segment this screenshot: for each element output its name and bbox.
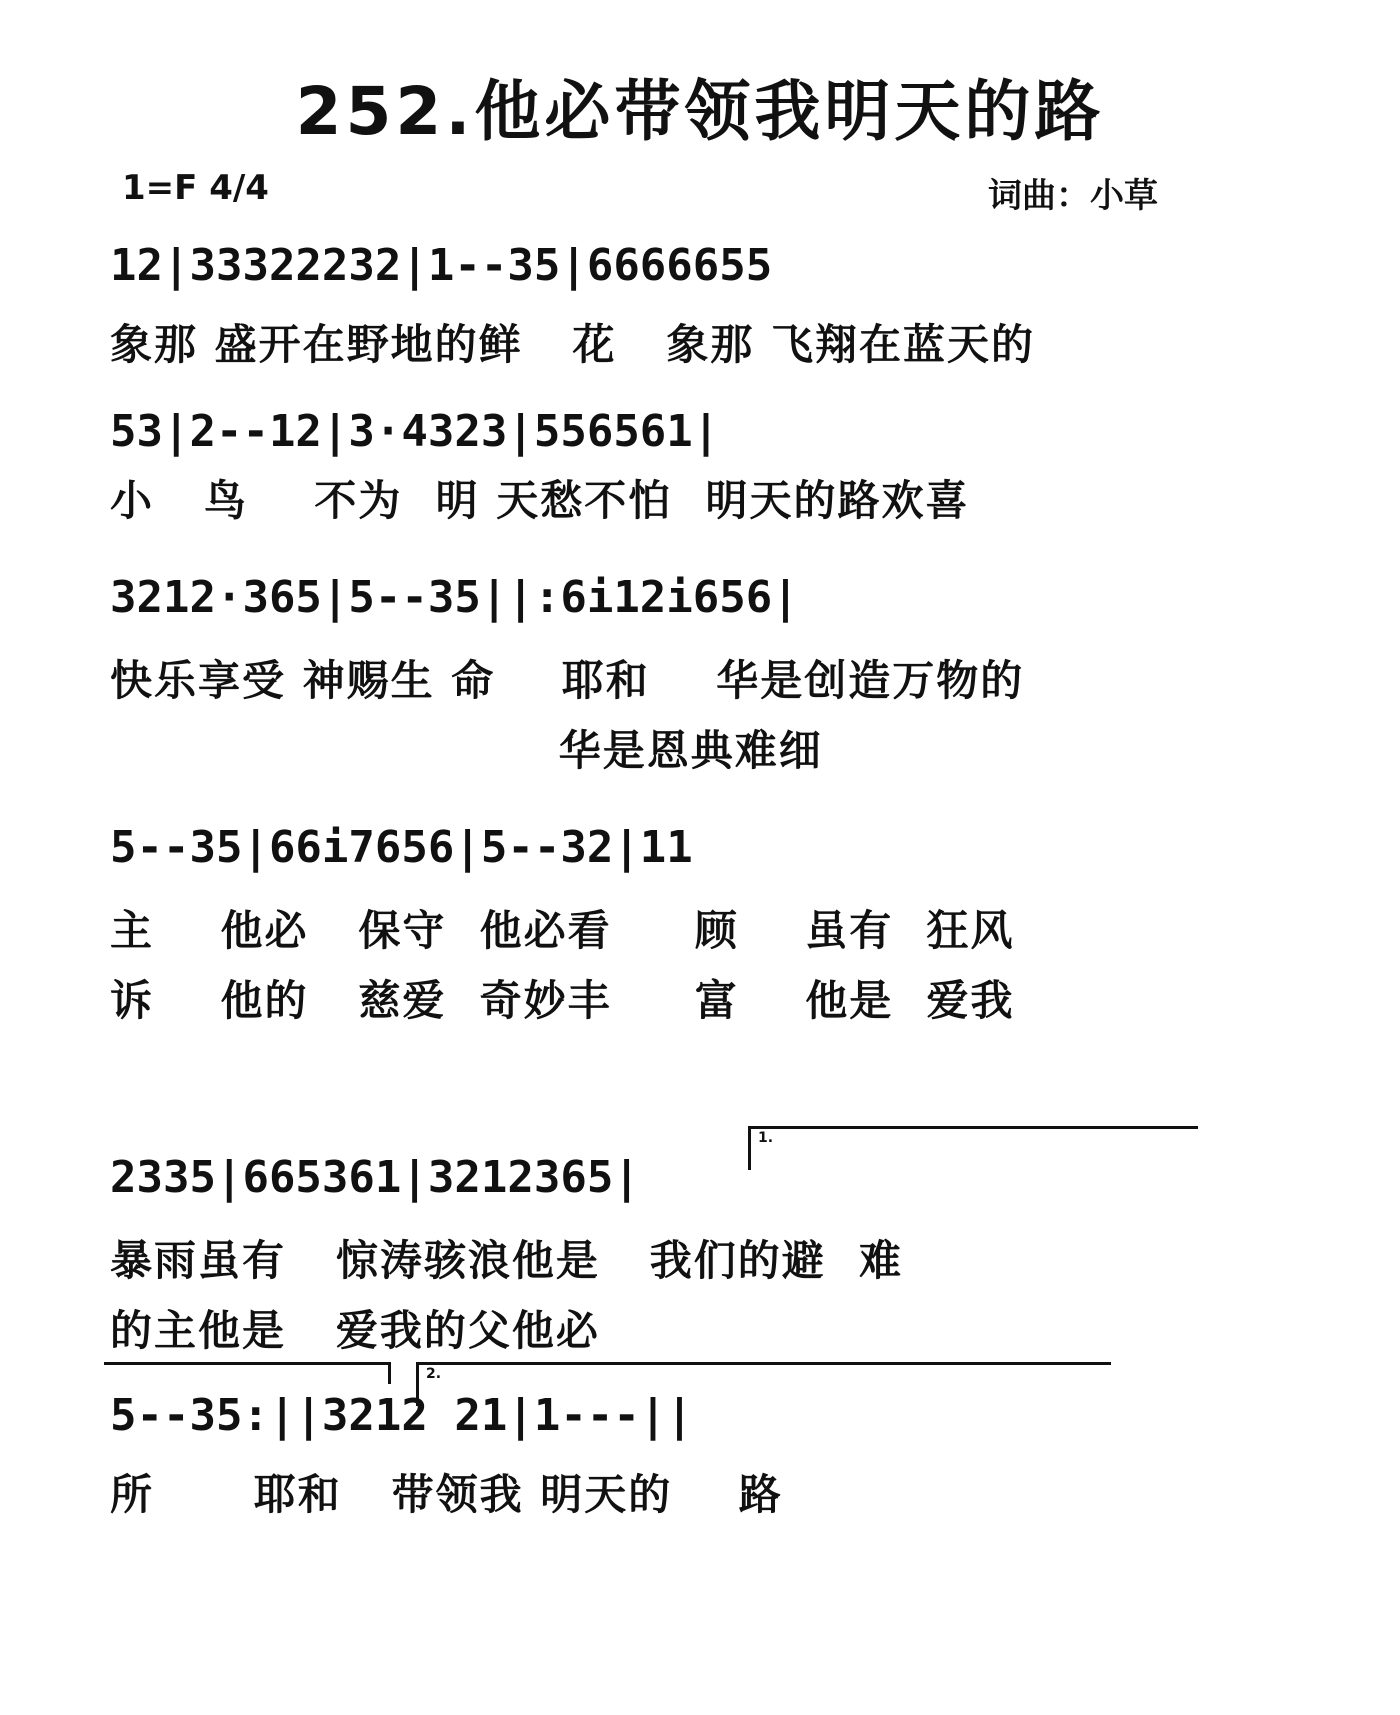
lyrics-row-2: 小 鸟 不为 明 天愁不怕 明天的路欢喜 — [110, 476, 970, 525]
first-ending-bracket-continued — [104, 1362, 390, 1365]
credits: 词曲：小草 — [988, 176, 1158, 216]
notation-row-5: 2335|665361|3212365| — [110, 1152, 640, 1203]
lyrics-row-1: 象那 盛开在野地的鲜 花 象那 飞翔在蓝天的 — [110, 320, 1035, 369]
notation-row-3: 3212·365|5--35||:6i12i656| — [110, 572, 799, 623]
lyrics-row-5-verse-1: 暴雨虽有 惊涛骇浪他是 我们的避 难 — [110, 1236, 903, 1285]
lyrics-row-6: 所 耶和 带领我 明天的 路 — [110, 1470, 783, 1519]
first-ending-end-tick — [388, 1362, 391, 1384]
lyrics-row-5-verse-2: 的主他是 爱我的父他必 — [110, 1306, 600, 1355]
notation-row-6: 5--35:||3212 21|1---|| — [110, 1390, 693, 1441]
second-ending-label: 2. — [426, 1366, 442, 1382]
notation-row-4: 5--35|66i7656|5--32|11 — [110, 822, 693, 873]
first-ending-tick — [748, 1126, 751, 1170]
lyrics-row-4-verse-1: 主 他必 保守 他必看 顾 虽有 狂风 — [110, 906, 1015, 955]
key-signature: 1=F 4/4 — [122, 168, 269, 208]
first-ending-bracket — [748, 1126, 1198, 1129]
song-title: 252.他必带领我明天的路 — [295, 73, 1105, 150]
lyrics-row-3-verse-2: 华是恩典难细 — [110, 726, 823, 775]
notation-row-1: 12|33322232|1--35|6666655 — [110, 240, 773, 291]
lyrics-row-4-verse-2: 诉 他的 慈爱 奇妙丰 富 他是 爱我 — [110, 976, 1015, 1025]
lyrics-row-3-verse-1: 快乐享受 神赐生 命 耶和 华是创造万物的 — [110, 656, 1025, 705]
notation-row-2: 53|2--12|3·4323|556561| — [110, 406, 720, 457]
first-ending-label: 1. — [758, 1130, 774, 1146]
second-ending-bracket — [416, 1362, 1111, 1365]
